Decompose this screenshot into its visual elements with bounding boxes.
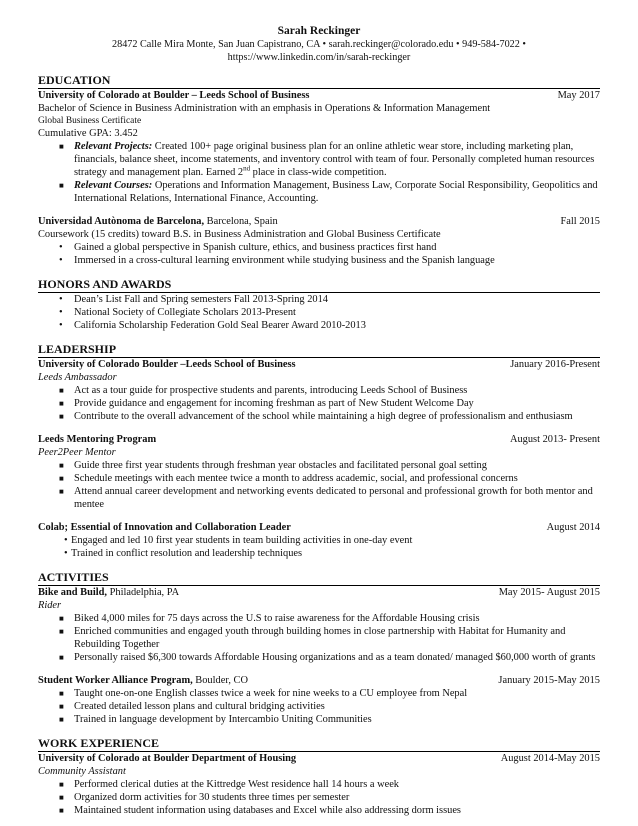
separator-bullet: • xyxy=(522,39,526,50)
education-cu-bullets xyxy=(38,140,600,205)
org-location: Boulder, CO xyxy=(192,675,248,686)
org-name: University of Colorado Boulder –Leeds School of Business xyxy=(38,359,296,370)
leadership-ambassador-bullets xyxy=(38,384,600,423)
list-item: ■ Guide three first year students through freshman year obstacles and facilitated personal goal setting xyxy=(59,460,487,471)
org-name: Colab; Essential of Innovation and Collaboration Leader xyxy=(38,522,291,533)
leadership-entry-mentoring xyxy=(38,433,600,446)
entry-date: January 2016-Present xyxy=(510,359,600,370)
linkedin-url[interactable]: https://www.linkedin.com/in/sarah-reckinger xyxy=(227,52,411,63)
bullet-marker: ■ xyxy=(59,399,64,408)
list-item: ■ Schedule meetings with each mentee twice a month to address academic, social, and professional concerns xyxy=(59,473,518,484)
separator-bullet: • xyxy=(456,39,463,50)
bullet-marker: • xyxy=(64,535,68,546)
education-uab-bullets xyxy=(38,241,600,267)
role-title: Leeds Ambassador xyxy=(38,372,117,383)
list-item: ■ Organized dorm activities for 30 students three times per semester xyxy=(59,792,350,803)
honors-bullets xyxy=(38,293,600,332)
bullet-marker: ■ xyxy=(59,702,64,711)
bullet-marker: ■ xyxy=(59,474,64,483)
list-item: • Immersed in a cross-cultural learning environment while studying business and the Spanish language xyxy=(59,255,495,266)
superscript: nd xyxy=(243,164,251,173)
entry-date: January 2015-May 2015 xyxy=(498,675,600,686)
section-title-honors: HONORS AND AWARDS xyxy=(38,277,600,293)
list-item: ■ Act as a tour guide for prospective students and parents, introducing Leeds School of Business xyxy=(59,385,468,396)
bullet-marker: • xyxy=(64,548,68,559)
work-housing-bullets xyxy=(38,778,600,817)
entry-date: August 2014-May 2015 xyxy=(500,753,600,764)
list-item: ■ Attend annual career development and networking events dedicated to personal and professional growth for both mentor and mentee xyxy=(59,486,593,510)
school-name: Universidad Autònoma de Barcelona, xyxy=(38,216,205,227)
bullet-marker: • xyxy=(59,242,63,253)
list-item: • California Scholarship Federation Gold Seal Bearer Award 2010-2013 xyxy=(59,320,366,331)
list-item: ■ Biked 4,000 miles for 75 days across the U.S to raise awareness for the Affordable Housing crisis xyxy=(59,613,480,624)
bullet-marker: ■ xyxy=(59,780,64,789)
entry-date: May 2017 xyxy=(557,90,600,101)
contact-line xyxy=(38,38,600,51)
list-item: ■ Maintained student information using databases and Excel while also addressing dorm issues xyxy=(59,805,461,816)
org-location: Philadelphia, PA xyxy=(107,587,180,598)
list-item: • Engaged and led 10 first year students in team building activities in one-day event xyxy=(64,535,413,546)
list-item: ■ Trained in language development by Intercambio Uniting Communities xyxy=(59,714,372,725)
list-item: ■ Personally raised $6,300 towards Affordable Housing organizations and as a team donated/ managed $60,000 worth of grants xyxy=(59,652,596,663)
org-name: Bike and Build, xyxy=(38,587,108,598)
entry-date: August 2013- Present xyxy=(509,434,600,445)
bullet-marker: ■ xyxy=(59,653,64,662)
entry-date: Fall 2015 xyxy=(560,216,600,227)
bullet-marker: ■ xyxy=(59,793,64,802)
bullet-text: place in class-wide competition. xyxy=(250,167,387,178)
role-title: Rider xyxy=(38,600,62,611)
address: 28472 Calle Mira Monte, San Juan Capistrano, CA xyxy=(112,39,320,50)
separator-bullet: • xyxy=(322,39,329,50)
list-item: ■ Provide guidance and engagement for incoming freshman as part of New Student Welcome Day xyxy=(59,398,474,409)
role-title: Peer2Peer Mentor xyxy=(38,447,116,458)
leadership-mentoring-bullets xyxy=(38,459,600,511)
list-item: • Trained in conflict resolution and leadership techniques xyxy=(64,548,303,559)
bullet-text: Operations and Information Management, Business Law, Corporate Social Responsibility, Geopolitics and International Relations, International Finance, Accounting. xyxy=(74,180,598,204)
list-item xyxy=(38,140,600,179)
entry-date: May 2015- August 2015 xyxy=(498,587,600,598)
bullet-marker: ■ xyxy=(59,412,64,421)
candidate-name: Sarah Reckinger xyxy=(277,25,361,37)
section-title-activities: ACTIVITIES xyxy=(38,570,600,586)
bullet-marker: ■ xyxy=(59,386,64,395)
bullet-marker: • xyxy=(59,294,63,305)
work-entry-housing xyxy=(38,752,600,765)
section-title-education: EDUCATION xyxy=(38,73,600,89)
leadership-entry-colab xyxy=(38,521,600,534)
list-item: • National Society of Collegiate Scholars 2013-Present xyxy=(59,307,296,318)
certificate: Global Business Certificate xyxy=(38,116,142,126)
org-name: University of Colorado at Boulder Department of Housing xyxy=(38,753,297,764)
bullet-marker: ■ xyxy=(59,715,64,724)
bullet-marker: ■ xyxy=(59,614,64,623)
section-title-work: WORK EXPERIENCE xyxy=(38,736,600,752)
leadership-colab-bullets xyxy=(38,534,600,560)
bullet-marker: • xyxy=(59,320,63,331)
org-name: Leeds Mentoring Program xyxy=(38,434,157,445)
phone: 949-584-7022 xyxy=(462,39,520,50)
role-title: Community Assistant xyxy=(38,766,126,777)
list-item: • Gained a global perspective in Spanish culture, ethics, and business practices first hand xyxy=(59,242,437,253)
bullet-marker: ■ xyxy=(59,627,64,636)
list-item: ■ Taught one-on-one English classes twice a week for nine weeks to a CU employee from Nepal xyxy=(59,688,468,699)
list-item: ■ Performed clerical duties at the Kittredge West residence hall 14 hours a week xyxy=(59,779,400,790)
bullet-marker: • xyxy=(59,255,63,266)
leadership-entry-ambassador xyxy=(38,358,600,371)
section-title-leadership: LEADERSHIP xyxy=(38,342,600,358)
bullet-label: Relevant Courses: xyxy=(74,180,153,191)
bullet-marker: ■ xyxy=(59,487,64,496)
activities-bike-bullets xyxy=(38,612,600,664)
activities-swap-bullets xyxy=(38,687,600,726)
list-item: ■ Created detailed lesson plans and cultural bridging activities xyxy=(59,701,325,712)
activities-entry-bike xyxy=(38,586,600,599)
list-item: ■ Contribute to the overall advancement of the school while maintaining a high degree of professionalism and enthusiasm xyxy=(59,411,573,422)
gpa: Cumulative GPA: 3.452 xyxy=(38,128,138,139)
email[interactable]: sarah.reckinger@colorado.edu xyxy=(328,39,454,50)
school-location: Barcelona, Spain xyxy=(204,216,278,227)
bullet-text: Created 100+ page original business plan for an online athletic wear store, including marketing plan, financials, balance sheet, income statements, and inventory control with team of four. Personally completed human resources strategy and management plan. Earned 2 xyxy=(74,141,595,178)
bullet-marker: ■ xyxy=(59,181,64,190)
bullet-marker: ■ xyxy=(59,689,64,698)
activities-entry-swap xyxy=(38,674,600,687)
bullet-label: Relevant Projects: xyxy=(74,141,153,152)
coursework: Coursework (15 credits) toward B.S. in Business Administration and Global Business Certificate xyxy=(38,229,441,240)
degree: Bachelor of Science in Business Administration with an emphasis in Operations & Information Management xyxy=(38,103,491,114)
bullet-marker: ■ xyxy=(59,461,64,470)
list-item xyxy=(38,179,600,205)
bullet-marker: ■ xyxy=(59,806,64,815)
list-item: • Dean’s List Fall and Spring semesters Fall 2013-Spring 2014 xyxy=(59,294,328,305)
entry-date: August 2014 xyxy=(546,522,600,533)
education-entry-cu xyxy=(38,89,600,102)
school-name: University of Colorado at Boulder – Leeds School of Business xyxy=(38,90,310,101)
bullet-marker: ■ xyxy=(59,142,64,151)
org-name: Student Worker Alliance Program, xyxy=(38,675,193,686)
list-item: ■ Enriched communities and engaged youth through building homes in close partnership with Habitat for Humanity and Rebuilding Together xyxy=(59,626,566,650)
bullet-marker: • xyxy=(59,307,63,318)
education-entry-uab xyxy=(38,215,600,228)
